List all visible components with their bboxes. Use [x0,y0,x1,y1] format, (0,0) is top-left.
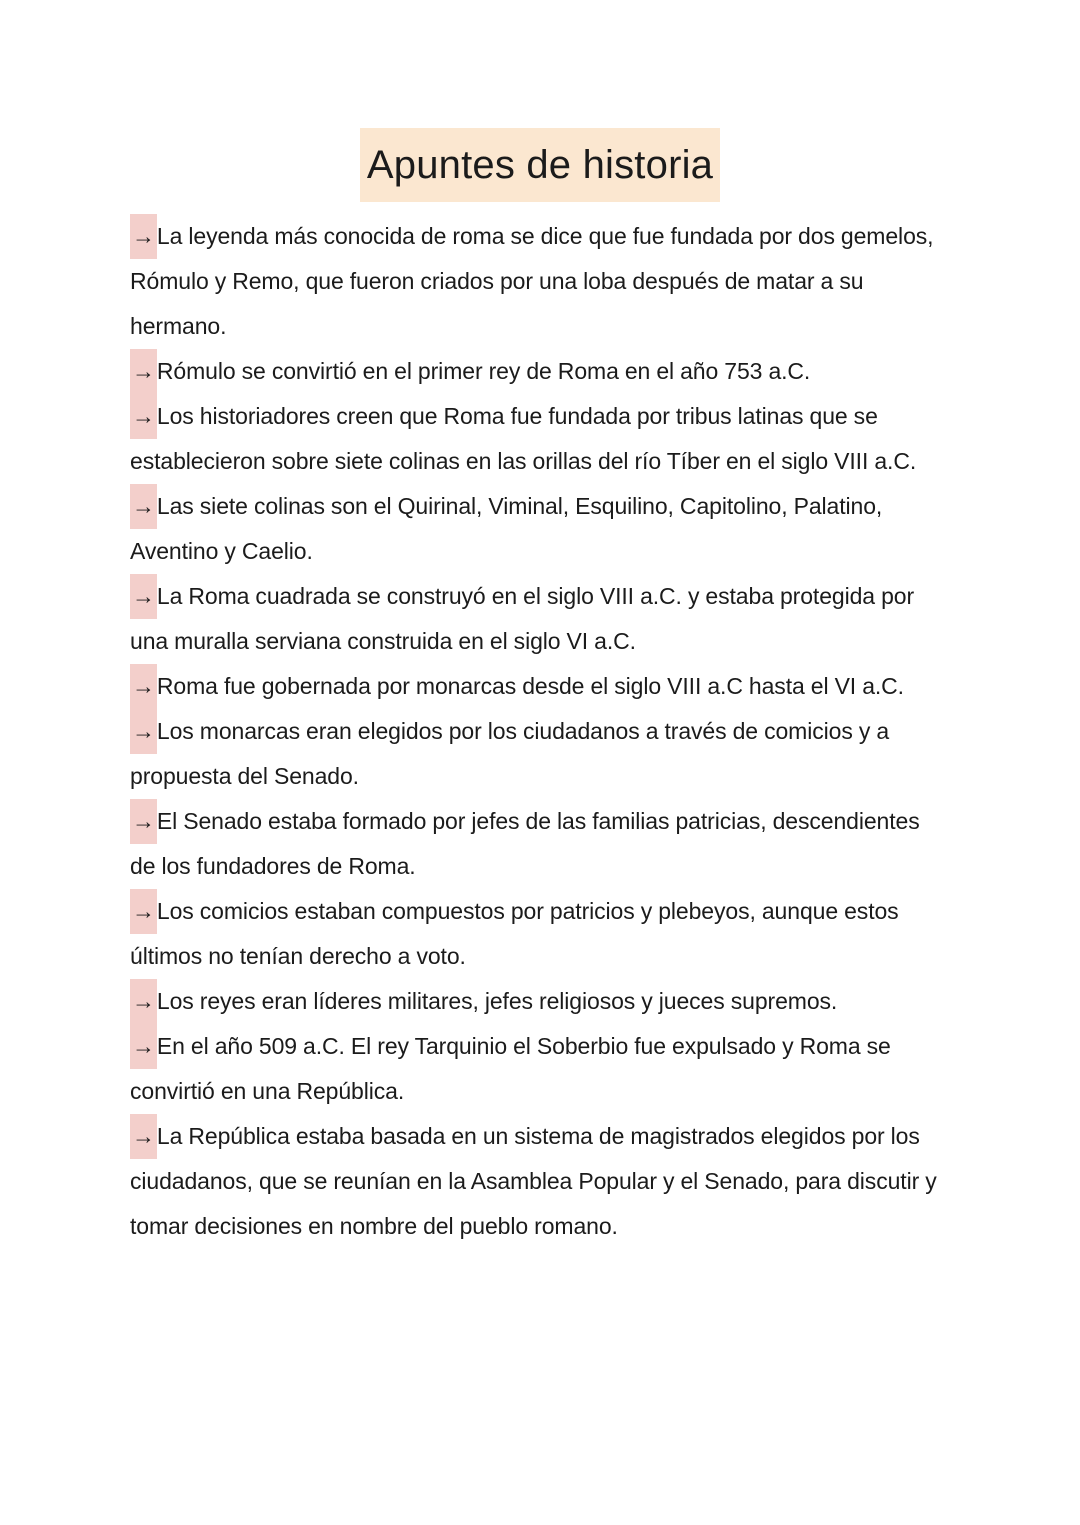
arrow-marker-icon: → [130,889,157,934]
note-item [130,889,940,979]
note-item [130,979,940,1024]
arrow-marker-icon: → [130,1114,157,1159]
note-text: La República estaba basada en un sistema de magistrados elegidos por los ciudadanos, que se reunían en la Asamblea Popular y el Senado, para discutir y tomar decisiones en nombre del pueblo romano. [130,1123,937,1239]
arrow-marker-icon: → [130,1024,157,1069]
note-item [130,799,940,889]
note-text: Los historiadores creen que Roma fue fundada por tribus latinas que se establecieron sobre siete colinas en las orillas del río Tíber en el siglo VIII a.C. [130,403,917,474]
note-text: Rómulo se convirtió en el primer rey de Roma en el año 753 a.C. [156,358,811,384]
note-text: El Senado estaba formado por jefes de las familias patricias, descendientes de los fundadores de Roma. [130,808,920,879]
note-text: Las siete colinas son el Quirinal, Viminal, Esquilino, Capitolino, Palatino, Aventino y Caelio. [130,493,883,564]
arrow-marker-icon: → [130,709,157,754]
notes-list [130,214,940,1249]
note-text: La leyenda más conocida de roma se dice que fue fundada por dos gemelos, Rómulo y Remo, que fueron criados por una loba después de matar a su hermano. [130,223,934,339]
note-item [130,214,940,349]
note-text: La Roma cuadrada se construyó en el siglo VIII a.C. y estaba protegida por una muralla serviana construida en el siglo VI a.C. [130,583,915,654]
note-item [130,709,940,799]
title-row [0,0,1080,202]
arrow-marker-icon: → [130,664,157,709]
note-item [130,349,940,394]
arrow-marker-icon: → [130,799,157,844]
note-item [130,664,940,709]
note-item [130,574,940,664]
arrow-marker-icon: → [130,394,157,439]
note-text: Roma fue gobernada por monarcas desde el siglo VIII a.C hasta el VI a.C. [156,673,904,699]
arrow-marker-icon: → [130,214,157,259]
note-text: Los comicios estaban compuestos por patricios y plebeyos, aunque estos últimos no tenían derecho a voto. [130,898,899,969]
arrow-marker-icon: → [130,979,157,1024]
arrow-marker-icon: → [130,574,157,619]
note-item [130,394,940,484]
note-text: En el año 509 a.C. El rey Tarquinio el Soberbio fue expulsado y Roma se convirtió en una República. [130,1033,891,1104]
note-item [130,1024,940,1114]
arrow-marker-icon: → [130,349,157,394]
note-text: Los reyes eran líderes militares, jefes religiosos y jueces supremos. [156,988,838,1014]
note-item [130,484,940,574]
page-title: Apuntes de historia [360,128,720,202]
note-item [130,1114,940,1249]
note-text: Los monarcas eran elegidos por los ciudadanos a través de comicios y a propuesta del Senado. [130,718,890,789]
arrow-marker-icon: → [130,484,157,529]
